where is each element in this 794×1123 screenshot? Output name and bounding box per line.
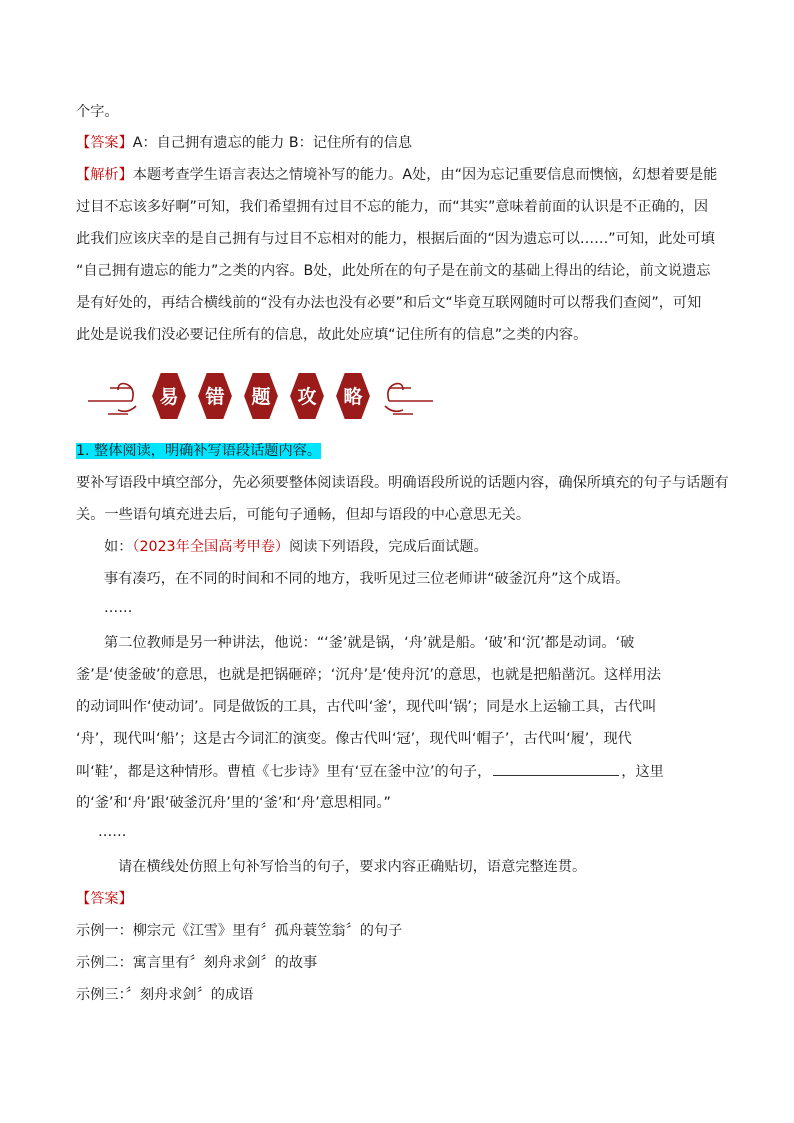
- passage-line-3: 的动词叫作‘使动词’。同是做饭的工具，古代叫‘釜’，现代叫‘锅’；同是水上运输工具，古代叫: [76, 699, 657, 715]
- passage-line-4: ‘舟’，现代叫‘船’；这是古今词汇的演变。像古代叫‘冠’，现代叫‘帽子’，古代叫‘履’，现代: [76, 731, 632, 747]
- analysis-line-5: 是有好处的，再结合横线前的“没有办法也没有必要”和后文“毕竟互联网随时可以帮我们查阅”，可知: [76, 295, 702, 311]
- answer-line: [76, 134, 412, 152]
- passage-first-line: 事有凑巧，在不同的时间和不同的地方，我听见过三位老师讲“破釜沉舟”这个成语。: [104, 571, 630, 587]
- passage-line-5-a: 叫‘鞋’，都是这种情形。曹植《七步诗》里有‘豆在釜中泣’的句子，: [76, 764, 492, 780]
- section-answer-label: 【答案】: [76, 891, 133, 907]
- example-prefix: 如：: [104, 539, 133, 555]
- analysis-label: 【解析】: [76, 167, 133, 183]
- banner-char-1: 易: [159, 386, 179, 408]
- tail-line: 个字。: [76, 104, 119, 120]
- analysis-line-6: 此处是说我们没必要记住所有的信息，故此处应填“记住所有的信息”之类的内容。: [76, 327, 588, 343]
- passage-line-5-b: ，这里: [621, 764, 664, 780]
- answer-text: A：自己拥有遗忘的能力 B：记住所有的信息: [132, 135, 413, 151]
- answer-example-2: 示例二：寓言里有〞刻舟求剑〞的故事: [76, 955, 318, 971]
- analysis-line-2: 过目不忘该多好啊”可知，我们希望拥有过目不忘的能力，而“其实”意味着前面的认识是不正确的，因: [76, 199, 709, 215]
- section-heading: [76, 442, 321, 460]
- left-cloud-ornament: [88, 384, 136, 414]
- banner-char-4: 攻: [297, 386, 317, 408]
- analysis-line-4: “自己拥有遗忘的能力”之类的内容。B处，此处所在的句子是在前文的基础上得出的结论，前文说遗忘: [76, 263, 711, 279]
- section-banner: [88, 366, 433, 426]
- banner-char-3: 题: [251, 386, 271, 408]
- example-source: （2023年全国高考甲卷）: [132, 539, 290, 555]
- banner-char-2: 错: [205, 386, 225, 408]
- example-rest: 阅读下列语段，完成后面试题。: [289, 539, 488, 555]
- ellipsis-1: ……: [104, 600, 133, 616]
- banner-char-5: 略: [343, 386, 363, 408]
- right-cloud-ornament: [385, 384, 433, 414]
- passage-line-5: [76, 762, 664, 781]
- answer-label: 【答案】: [76, 135, 133, 151]
- answer-example-3: 示例三：〞刻舟求剑〞的成语: [76, 987, 254, 1003]
- intro-line-1: 要补写语段中填空部分，先必须要整体阅读语段。明确语段所说的话题内容，确保所填充的句子与话题有: [76, 475, 729, 491]
- passage-line-1: 第二位教师是另一种讲法，他说：“‘釜’就是锅，‘舟’就是船。‘破’和‘沉’都是动词。‘破: [104, 635, 635, 651]
- answer-example-1: 示例一：柳宗元《江雪》里有〞孤舟蓑笠翁〞的句子: [76, 923, 403, 939]
- passage-line-2: 釜’是‘使釜破’的意思，也就是把锅砸碎；‘沉舟’是‘使舟沉’的意思，也就是把船凿沉。这样用法: [76, 667, 661, 683]
- fill-in-blank: [493, 762, 619, 776]
- analysis-line-3: 此我们应该庆幸的是自己拥有与过目不忘相对的能力，根据后面的“因为遗忘可以……”可知，此处可填: [76, 231, 715, 247]
- analysis-line-1: [76, 166, 717, 184]
- example-line: [104, 538, 488, 556]
- passage-line-6: 的‘釜’和‘舟’跟‘破釜沉舟’里的‘釜’和‘舟’意思相同。”: [76, 795, 391, 811]
- section-heading-text: 1. 整体阅读，明确补写语段话题内容。: [76, 443, 322, 459]
- ellipsis-2: ……: [98, 824, 127, 840]
- question-line: 请在横线处仿照上句补写恰当的句子，要求内容正确贴切，语意完整连贯。: [118, 859, 587, 875]
- analysis-text: 本题考查学生语言表达之情境补写的能力。A处，由“因为忘记重要信息而懊恼，幻想着要是能: [132, 167, 718, 183]
- intro-line-2: 关。一些语句填充进去后，可能句子通畅，但却与语段的中心意思无关。: [76, 507, 531, 523]
